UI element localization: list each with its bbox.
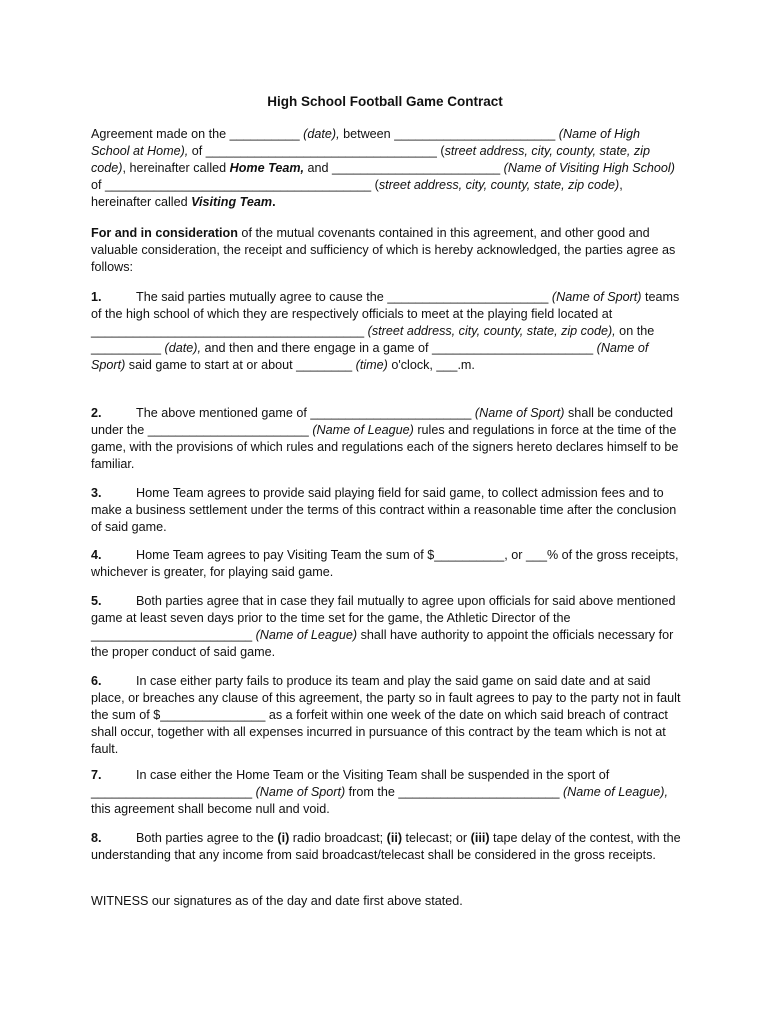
clause-hint: (Name of League): [312, 423, 414, 437]
clause-5: [91, 593, 681, 661]
clause-text: In case either party fails to produce its team and play the said game on said date and at said place, or breaches any clause of this agreement, the party so in fault agrees to pay to the party not in fault the sum of $_______________ as a forfeit within one week of the date on which said breach of contract shall occur, together with all expenses incurred in pursuance of this contract by the team which is not at fault.: [91, 674, 681, 756]
clause-text: telecast; or: [402, 831, 471, 845]
clause-text: on the __________: [91, 324, 655, 355]
intro-address-hint: street address, city, county, state, zip code): [378, 178, 620, 192]
clause-text: this agreement shall become null and void.: [91, 802, 330, 816]
intro-period: .: [272, 195, 276, 209]
clause-text: The said parties mutually agree to cause the _______________________: [136, 290, 552, 304]
clause-hint: (Name of Sport): [255, 785, 346, 799]
intro-text: of ______________________________________ (: [91, 178, 379, 192]
clause-number: 5.: [91, 594, 102, 608]
clause-2: [91, 405, 681, 473]
clause-hint: (Name of Sport): [551, 290, 642, 304]
consideration-paragraph: [91, 225, 681, 276]
clause-4: [91, 547, 681, 581]
clause-text: Home Team agrees to pay Visiting Team the sum of $__________, or ___% of the gross receipts, whichever is greater, for playing said game.: [91, 548, 679, 579]
clause-number: 7.: [91, 768, 102, 782]
intro-text: , hereinafter called: [91, 178, 623, 209]
visiting-team-term: Visiting Team: [191, 195, 273, 209]
clause-item-marker: (ii): [386, 831, 403, 845]
clause-7: [91, 767, 681, 818]
clause-number: 6.: [91, 674, 102, 688]
clause-number: 3.: [91, 486, 102, 500]
clause-hint: (date),: [164, 341, 201, 355]
intro-address-hint: street address, city, county, state, zip code): [91, 144, 650, 175]
intro-text: , hereinafter called: [122, 161, 230, 175]
intro-text: of _________________________________ (: [188, 144, 445, 158]
intro-home-school-hint: (Name of High School at Home),: [91, 127, 640, 158]
clause-item-marker: (i): [277, 831, 290, 845]
clause-number: 8.: [91, 831, 102, 845]
witness-statement: WITNESS our signatures as of the day and date first above stated.: [91, 894, 463, 908]
clause-number: 1.: [91, 290, 102, 304]
clause-text: o'clock, ___.m.: [387, 358, 475, 372]
intro-text: Agreement made on the __________: [91, 127, 304, 141]
intro-paragraph: [91, 126, 681, 211]
clause-number: 2.: [91, 406, 102, 420]
clause-text: and then and there engage in a game of _______________________: [200, 341, 597, 355]
clause-text: teams of the high school of which they are respectively officials to meet at the playing field located at _______________________________________: [91, 290, 680, 338]
clause-text: radio broadcast;: [289, 831, 387, 845]
clause-text: said game to start at or about ________: [125, 358, 356, 372]
clause-text: Both parties agree to the: [136, 831, 278, 845]
clause-text: shall have authority to appoint the officials necessary for the proper conduct of said game.: [91, 628, 674, 659]
clause-number: 4.: [91, 548, 102, 562]
clause-text: rules and regulations in force at the time of the game, with the provisions of which rules and regulations each of the signers hereto declares himself to be familiar.: [91, 423, 679, 471]
clause-hint: (Name of League),: [562, 785, 668, 799]
clause-hint: (time): [355, 358, 388, 372]
clause-text: Both parties agree that in case they fail mutually to agree upon officials for said above mentioned game at least seven days prior to the time set for the game, the Athletic Director of the _______________________: [91, 594, 676, 642]
clause-text: tape delay of the contest, with the understanding that any income from said broadcast/telecast shall be considered in the gross receipts.: [91, 831, 681, 862]
clause-hint: (street address, city, county, state, zip code),: [367, 324, 616, 338]
clause-text: Home Team agrees to provide said playing field for said game, to collect admission fees and to make a business settlement under the terms of this contract within a reasonable time after the conclusion of said game.: [91, 486, 677, 534]
clause-text: The above mentioned game of _______________________: [136, 406, 475, 420]
clause-hint: (Name of Sport): [91, 341, 649, 372]
consideration-lead: For and in consideration: [91, 226, 238, 240]
intro-date-hint: (date),: [303, 127, 340, 141]
clause-text: shall be conducted under the _______________________: [91, 406, 674, 437]
clause-hint: (Name of Sport): [474, 406, 565, 420]
clause-6: [91, 673, 681, 758]
clause-item-marker: (iii): [470, 831, 490, 845]
clause-text: In case either the Home Team or the Visiting Team shall be suspended in the sport of _______________________: [91, 768, 610, 799]
document-title: High School Football Game Contract: [267, 94, 503, 109]
home-team-term: Home Team,: [229, 161, 305, 175]
intro-text: and ________________________: [304, 161, 504, 175]
intro-visiting-school-hint: (Name of Visiting High School): [503, 161, 675, 175]
clause-1: [91, 289, 681, 374]
clause-8: [91, 830, 681, 864]
clause-text: from the _______________________: [345, 785, 563, 799]
clause-3: [91, 485, 681, 536]
intro-text: between _______________________: [339, 127, 559, 141]
consideration-text: of the mutual covenants contained in this agreement, and other good and valuable consideration, the receipt and sufficiency of which is hereby acknowledged, the parties agree as follows:: [91, 226, 676, 274]
clause-hint: (Name of League): [255, 628, 358, 642]
